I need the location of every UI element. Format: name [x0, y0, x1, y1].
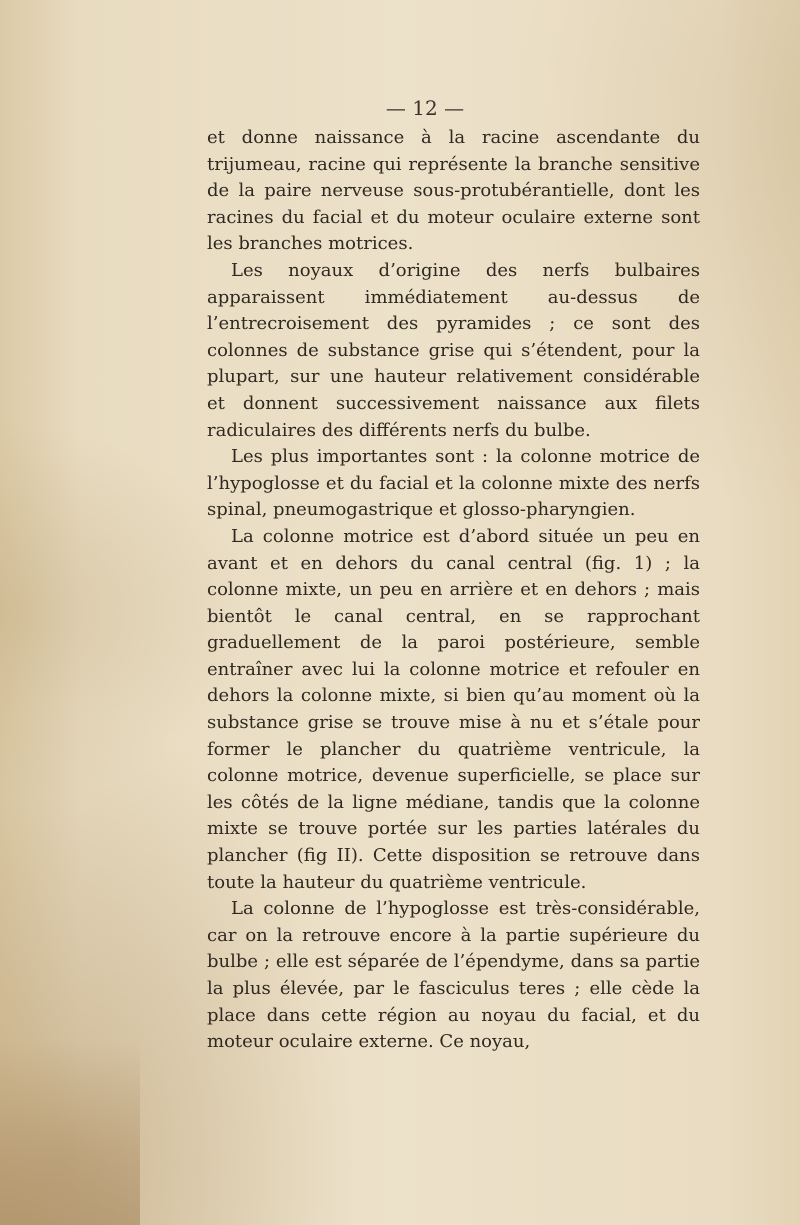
- paragraph-4: La colonne motrice est d’abord située un peu en avant et en dehors du canal central (fig. 1) ; la colonne mixte, un peu en arrière et en dehors ; mais bientôt le canal central, en se rapprochant graduellement de la paroi postérieure, semble entraîner avec lui la colonne motrice et refouler en dehors la colonne mixte, si bien qu’au moment où la substance grise se trouve mise à nu et s’étale pour former le plancher du quatrième ventricule, la colonne motrice, devenue superficielle, se place sur les côtés de la ligne médiane, tandis que la colonne mixte se trouve portée sur les parties latérales du plancher (fig II). Cette disposition se retrouve dans toute la hauteur du quatrième ventricule.: [207, 525, 700, 893]
- paper-stain: [0, 1040, 140, 1225]
- paragraph-5: La colonne de l’hypoglosse est très-considérable, car on la retrouve encore à la partie supérieure du bulbe ; elle est séparée de l’épendyme, dans sa partie la plus élevée, par le fasciculus teres ; elle cède la place dans cette région au noyau du facial, et du moteur oculaire externe. Ce noyau,: [207, 898, 700, 1053]
- paragraph-2: Les noyaux d’origine des nerfs bulbaires apparaissent immédiatement au-dessus de l’entrecroisement des pyramides ; ce sont des colonnes de substance grise qui s’étendent, pour la plupart, sur une hauteur relativement considérable et donnent successivement naissance aux filets radiculaires des différents nerfs du bulbe.: [207, 259, 700, 441]
- paragraph-1: et donne naissance à la racine ascendante du trijumeau, racine qui représente la branche sensitive de la paire nerveuse sous-protubérantielle, dont les racines du facial et du moteur oculaire externe sont les branches motrices.: [207, 127, 700, 255]
- body-text: [207, 125, 700, 1056]
- page-number: — 12 —: [385, 96, 465, 120]
- paragraph-3: Les plus importantes sont : la colonne motrice de l’hypoglosse et du facial et la colonne mixte des nerfs spinal, pneumogastrique et glosso-pharyngien.: [207, 446, 700, 521]
